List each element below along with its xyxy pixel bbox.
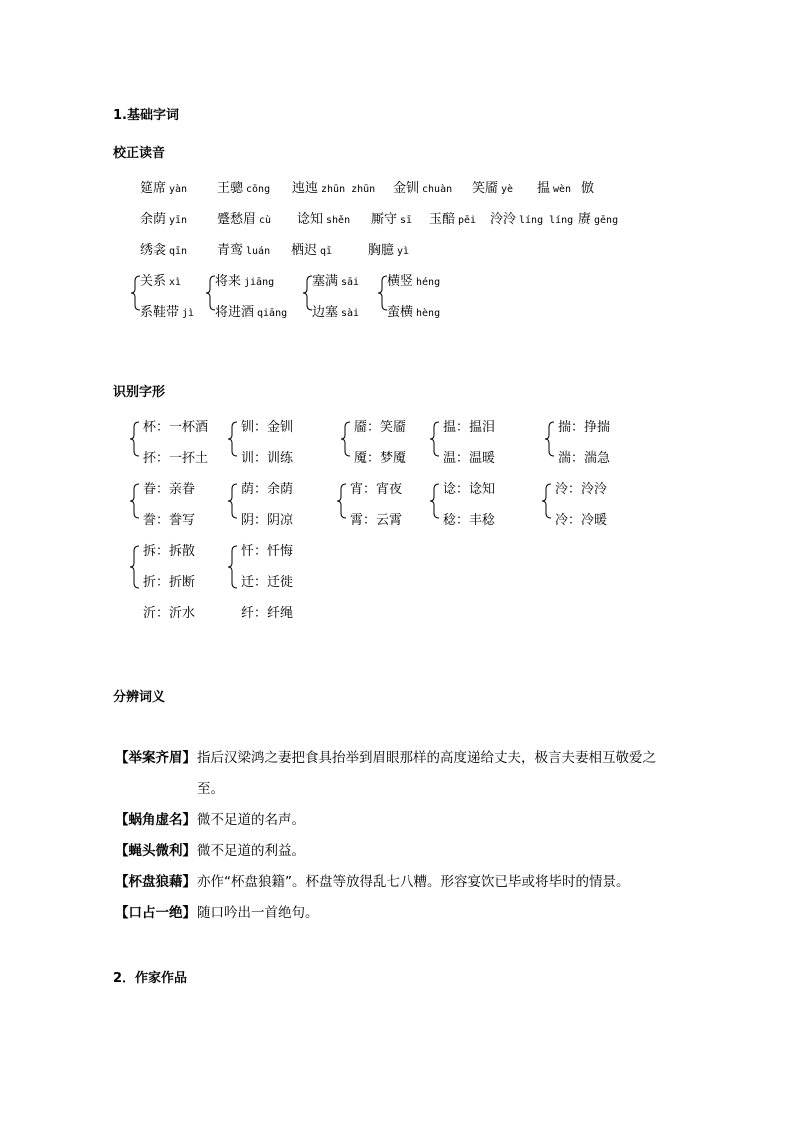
pron-item	[581, 177, 594, 196]
word: 揾	[537, 181, 551, 196]
word: 泠泠	[490, 212, 517, 227]
brace-icon	[130, 545, 140, 589]
glyph-item: 拆：拆散	[143, 544, 196, 559]
pron-item	[490, 208, 573, 227]
pinyin: qiāng	[257, 308, 288, 319]
pinyin: pēi	[458, 215, 477, 226]
pinyin: zhūn zhūn	[321, 184, 376, 195]
pinyin: jì	[182, 308, 195, 319]
pinyin: cù	[259, 215, 272, 226]
word: 迍迍	[292, 181, 319, 196]
pinyin: héng	[416, 277, 441, 288]
pron-pair-top	[312, 270, 359, 289]
word: 筵席	[140, 181, 167, 196]
pinyin: hèng	[416, 308, 441, 319]
word: 青鸾	[217, 243, 244, 258]
word: 赓	[578, 212, 592, 227]
word: 横竖	[387, 274, 414, 289]
pron-item	[371, 208, 412, 227]
pron-item	[217, 208, 271, 227]
pron-pair-top	[140, 270, 181, 289]
brace-icon	[228, 545, 238, 589]
brace-icon	[378, 275, 388, 311]
glyph-item: 迁：迁徙	[241, 575, 294, 590]
word: 系鞋带	[140, 305, 180, 320]
pron-pair-bottom	[140, 301, 194, 320]
subtitle-word-meaning: 分辨词义	[113, 690, 166, 705]
idiom-definition: 亦作“杯盘狼籍”。杯盘等放得乱七八糟。形容宴饮已毕或将毕时的情景。	[197, 874, 630, 890]
brace-icon	[430, 483, 440, 519]
brace-icon	[430, 421, 440, 457]
pinyin: qī	[320, 246, 333, 257]
pron-item	[578, 208, 618, 227]
pron-item	[472, 177, 513, 196]
glyph-item: 忏：忏悔	[241, 544, 294, 559]
glyph-item: 折：折断	[143, 575, 196, 590]
word: 胸臆	[368, 243, 395, 258]
glyph-item: 揾：揾泪	[443, 420, 496, 435]
word: 谂知	[297, 212, 324, 227]
pinyin: cōng	[246, 184, 271, 195]
glyph-item: 眷：亲眷	[143, 482, 196, 497]
word: 玉醅	[429, 212, 456, 227]
pinyin: sī	[400, 215, 413, 226]
pron-pair-bottom	[312, 301, 359, 320]
pinyin: líng líng	[519, 215, 574, 226]
brace-icon	[206, 275, 216, 311]
brace-icon	[542, 483, 552, 519]
word: 王骢	[217, 181, 244, 196]
pron-item	[368, 239, 409, 258]
idiom-term: 【举案齐眉】	[115, 750, 196, 766]
glyph-item: 靥：笑靥	[354, 420, 407, 435]
pinyin: sāi	[341, 277, 360, 288]
glyph-item: 谂：谂知	[443, 482, 496, 497]
pinyin: shěn	[326, 215, 351, 226]
pron-item	[140, 239, 187, 258]
word: 将进酒	[215, 305, 255, 320]
word: 关系	[140, 274, 167, 289]
pron-item	[429, 208, 476, 227]
glyph-item: 纤：纤绳	[241, 606, 294, 621]
glyph-item: 训：训练	[241, 451, 294, 466]
glyph-item: 温：温暖	[443, 451, 496, 466]
glyph-item: 誊：誊写	[143, 513, 196, 528]
glyph-item: 揣：挣揣	[558, 420, 611, 435]
pron-pair-top	[215, 270, 274, 289]
pron-item	[291, 239, 332, 258]
pron-item	[297, 208, 350, 227]
word: 将来	[215, 274, 242, 289]
word: 蹙愁眉	[217, 212, 257, 227]
pron-item	[537, 177, 571, 196]
pinyin: yàn	[169, 184, 188, 195]
glyph-item: 湍：湍急	[558, 451, 611, 466]
word: 笑靥	[472, 181, 499, 196]
glyph-item: 钏：金钏	[241, 420, 294, 435]
pron-item	[217, 177, 270, 196]
brace-icon	[131, 275, 141, 311]
subtitle-glyph-recognition: 识别字形	[113, 385, 166, 400]
subtitle-pronunciation: 校正读音	[113, 146, 166, 161]
pron-pair-bottom	[387, 301, 440, 320]
glyph-item: 魇：梦魇	[354, 451, 407, 466]
pinyin: yīn	[169, 215, 188, 226]
word: 塞满	[312, 274, 339, 289]
word: 蛮横	[387, 305, 414, 320]
word: 金钏	[393, 181, 420, 196]
pron-item	[292, 177, 375, 196]
pinyin: wèn	[553, 184, 572, 195]
pinyin: sài	[341, 308, 360, 319]
pron-item	[217, 239, 270, 258]
idiom-definition: 随口吟出一首绝句。	[197, 905, 319, 921]
idiom-definition-cont: 至。	[197, 781, 224, 797]
pinyin: qīn	[169, 246, 188, 257]
glyph-item: 冷：冷暖	[555, 513, 608, 528]
section-title-basic-words: 1.基础字词	[113, 108, 179, 123]
word: 边塞	[312, 305, 339, 320]
pinyin: luán	[246, 246, 271, 257]
brace-icon	[130, 483, 140, 519]
glyph-item: 沂：沂水	[143, 606, 196, 621]
word: 余荫	[140, 212, 167, 227]
idiom-definition: 微不足道的利益。	[197, 843, 305, 859]
word: 绣衾	[140, 243, 167, 258]
glyph-item: 抔：一抔土	[143, 451, 209, 466]
brace-icon	[228, 421, 238, 457]
glyph-item: 阴：阴凉	[241, 513, 294, 528]
pinyin: jiāng	[244, 277, 275, 288]
idiom-term: 【蜗角虚名】	[115, 812, 196, 828]
word: 栖迟	[291, 243, 318, 258]
pinyin: chuàn	[422, 184, 453, 195]
idiom-term: 【蝇头微利】	[115, 843, 196, 859]
brace-icon	[130, 421, 140, 457]
pron-item	[140, 177, 187, 196]
word: 厮守	[371, 212, 398, 227]
pron-item	[393, 177, 452, 196]
brace-icon	[303, 275, 313, 311]
brace-icon	[337, 483, 347, 519]
glyph-item: 霄：云霄	[350, 513, 403, 528]
section-title-authors-works: 2．作家作品	[113, 971, 188, 986]
glyph-item: 杯：一杯酒	[143, 420, 209, 435]
glyph-item: 荫：余荫	[241, 482, 294, 497]
pinyin: yì	[397, 246, 410, 257]
brace-icon	[228, 483, 238, 519]
brace-icon	[341, 421, 351, 457]
pinyin: xì	[169, 277, 182, 288]
pron-pair-bottom	[215, 301, 287, 320]
pinyin: gēng	[594, 215, 619, 226]
glyph-item: 宵：宵夜	[350, 482, 403, 497]
glyph-item: 稔：丰稔	[443, 513, 496, 528]
idiom-definition: 指后汉梁鸿之妻把食具抬举到眉眼那样的高度递给丈夫，极言夫妻相互敬爱之	[197, 750, 656, 766]
pron-pair-top	[387, 270, 440, 289]
brace-icon	[545, 421, 555, 457]
pinyin: yè	[501, 184, 514, 195]
glyph-item: 泠：泠泠	[555, 482, 608, 497]
idiom-definition: 微不足道的名声。	[197, 812, 305, 828]
pron-item	[140, 208, 187, 227]
word: 倣	[581, 181, 595, 196]
idiom-term: 【口占一绝】	[115, 905, 196, 921]
idiom-term: 【杯盘狼藉】	[115, 874, 196, 890]
